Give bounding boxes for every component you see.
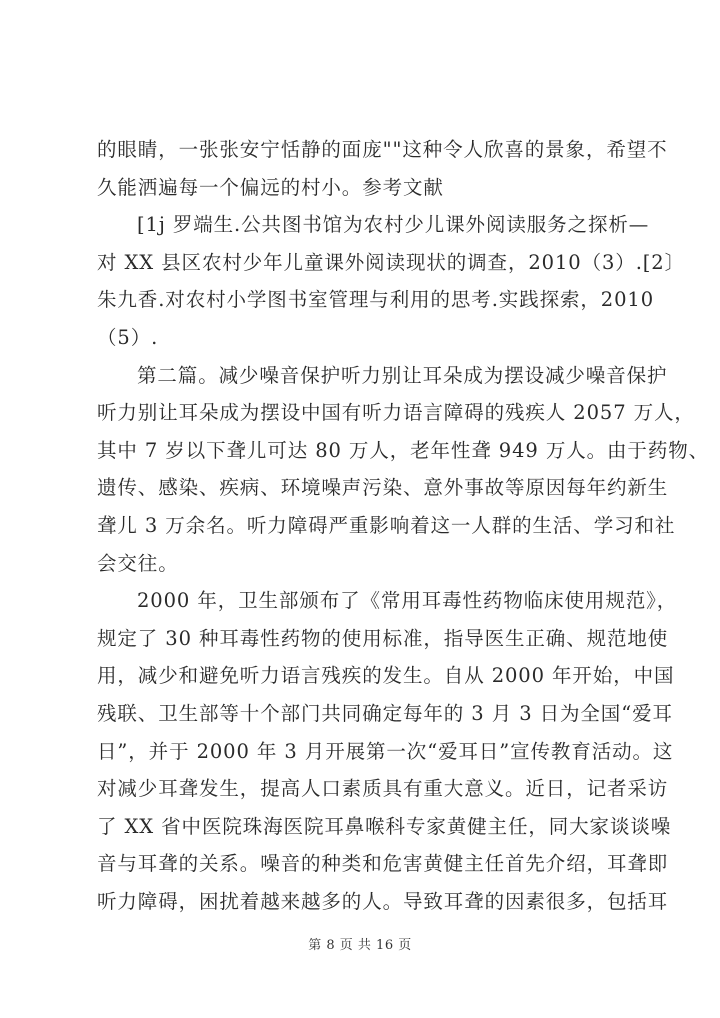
reference-line: 朱九香.对农村小学图书室管理与利用的思考.实践探索，2010 bbox=[97, 288, 655, 312]
text-line: 的眼睛，一张张安宁恬静的面庞""这种令人欣喜的景象，希望不 bbox=[97, 138, 668, 161]
text-line: 规定了 30 种耳毒性药物的使用标准，指导医生正确、规范地使 bbox=[97, 626, 669, 650]
reference-line: 对 XX 县区农村少年儿童课外阅读现状的调查，2010（3）.[2〕 bbox=[97, 250, 686, 274]
text-line: 遗传、感染、疾病、环境噪声污染、意外事故等原因每年约新生 bbox=[97, 476, 669, 500]
text-line: 听力障碍，困扰着越来越多的人。导致耳聋的因素很多，包括耳 bbox=[97, 889, 669, 913]
text-line: 会交往。 bbox=[97, 551, 179, 575]
document-body bbox=[97, 131, 710, 920]
text-line: 了 XX 省中医院珠海医院耳鼻喉科专家黄健主任，同大家谈谈噪 bbox=[97, 814, 672, 838]
text-line: 其中 7 岁以下聋儿可达 80 万人，老年性聋 949 万人。由于药物、 bbox=[97, 438, 710, 462]
page-number-footer: 第 8 页 共 16 页 bbox=[308, 938, 412, 953]
section-heading-line: 第二篇。减少噪音保护听力别让耳朵成为摆设减少噪音保护 bbox=[137, 363, 668, 387]
text-line: 用，减少和避免听力语言残疾的发生。自从 2000 年开始，中国 bbox=[97, 664, 675, 688]
reference-line: （5）. bbox=[97, 325, 159, 349]
paragraph-start-line: 2000 年，卫生部颁布了《常用耳毒性药物临床使用规范》， bbox=[137, 589, 678, 613]
text-line: 对减少耳聋发生，提高人口素质具有重大意义。近日，记者采访 bbox=[97, 777, 669, 801]
text-line: 日”，并于 2000 年 3 月开展第一次“爱耳日”宣传教育活动。这 bbox=[97, 739, 674, 763]
reference-line: [1j 罗端生.公共图书馆为农村少儿课外阅读服务之探析— bbox=[137, 213, 650, 237]
text-line: 残联、卫生部等十个部门共同确定每年的 3 月 3 日为全国“爱耳 bbox=[97, 701, 673, 725]
text-line: 音与耳聋的关系。噪音的种类和危害黄健主任首先介绍，耳聋即 bbox=[97, 852, 669, 876]
text-line: 听力别让耳朵成为摆设中国有听力语言障碍的残疾人 2057 万人， bbox=[97, 401, 695, 425]
text-line: 聋儿 3 万余名。听力障碍严重影响着这一人群的生活、学习和社 bbox=[97, 513, 676, 537]
text-line: 久能洒遍每一个偏远的村小。参考文献 bbox=[97, 175, 444, 199]
